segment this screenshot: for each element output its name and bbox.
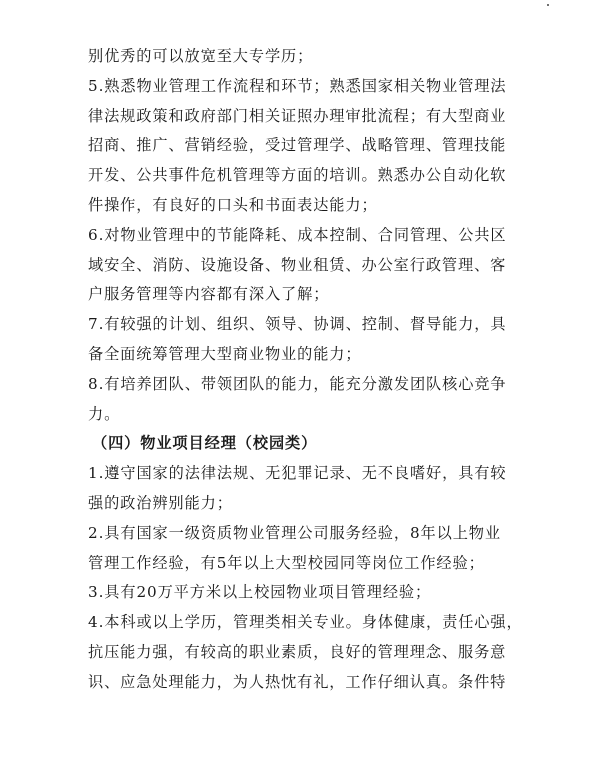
text-line: 强的政治辨别能力； bbox=[88, 493, 233, 512]
scan-speck bbox=[547, 4, 549, 6]
text-line: 2.具有国家一级资质物业管理公司服务经验，8年以上物业 bbox=[88, 523, 501, 542]
text-line: 1.遵守国家的法律法规、无犯罪记录、无不良嗜好，具有较 bbox=[88, 464, 507, 483]
text-line: 8.有培养团队、带领团队的能力，能充分激发团队核心竞争 bbox=[88, 374, 507, 393]
document-body bbox=[88, 42, 528, 698]
text-line: 管理工作经验，有5年以上大型校园同等岗位工作经验； bbox=[88, 553, 485, 572]
text-line: 4.本科或以上学历，管理类相关专业。身体健康，责任心强， bbox=[88, 613, 523, 632]
text-line: 抗压能力强，有较高的职业素质，良好的管理理念、服务意 bbox=[88, 642, 507, 661]
section-heading: （四）物业项目经理（校园类） bbox=[92, 434, 318, 453]
text-line: 别优秀的可以放宽至大专学历； bbox=[88, 47, 314, 65]
text-line: 域安全、消防、设施设备、物业租赁、办公室行政管理、客 bbox=[88, 255, 507, 274]
text-line: 力。 bbox=[88, 404, 121, 423]
text-line: 6.对物业管理中的节能降耗、成本控制、合同管理、公共区 bbox=[88, 225, 507, 244]
text-line: 件操作，有良好的口头和书面表达能力； bbox=[88, 195, 378, 214]
text-line: 备全面统筹管理大型商业物业的能力； bbox=[88, 344, 362, 363]
text-line: 5.熟悉物业管理工作流程和环节；熟悉国家相关物业管理法 bbox=[88, 76, 507, 95]
text-line: 招商、推广、营销经验，受过管理学、战略管理、管理技能 bbox=[88, 136, 507, 155]
text-line: 7.有较强的计划、组织、领导、协调、控制、督导能力，具 bbox=[88, 315, 507, 334]
text-line: 户服务管理等内容都有深入了解； bbox=[88, 285, 330, 304]
text-line: 3.具有20万平方米以上校园物业项目管理经验； bbox=[88, 583, 432, 602]
text-line: 开发、公共事件危机管理等方面的培训。熟悉办公自动化软 bbox=[88, 166, 507, 185]
text-line: 识、应急处理能力，为人热忱有礼，工作仔细认真。条件特 bbox=[88, 672, 507, 691]
text-line: 律法规政策和政府部门相关证照办理审批流程；有大型商业 bbox=[88, 106, 507, 125]
